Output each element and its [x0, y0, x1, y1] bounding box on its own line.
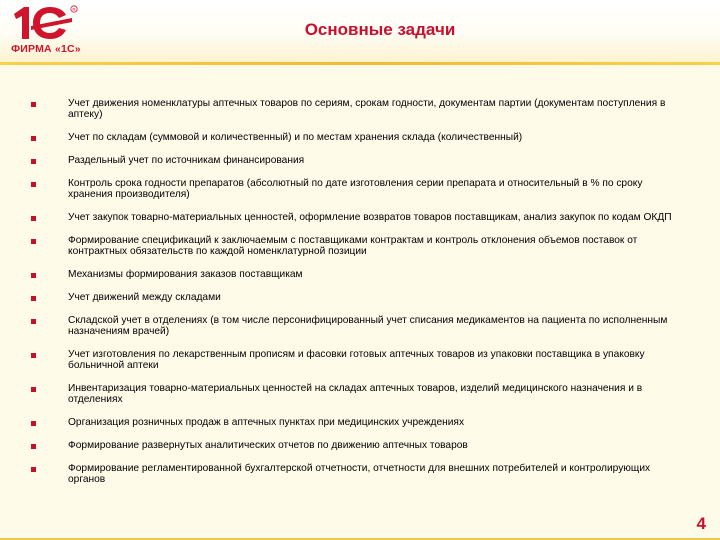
task-text: Контроль срока годности препаратов (абсолютный по дате изготовления серии препарата и относительный в % по сроку хранения производителя): [68, 178, 643, 200]
task-text: Учет изготовления по лекарственным прописям и фасовки готовых аптечных товаров из упаковки поставщика в упаковку больничной аптеки: [68, 349, 645, 371]
bullet-icon: [31, 387, 36, 392]
task-text: Формирование регламентированной бухгалтерской отчетности, отчетности для внешних потребителей и контролирующих органов: [68, 463, 651, 485]
page-number: 4: [696, 514, 706, 533]
logo-caption: ФИРМА «1С»: [11, 43, 81, 55]
bullet-icon: [31, 136, 36, 141]
task-text: Механизмы формирования заказов поставщикам: [68, 269, 303, 280]
task-text: Инвентаризация товарно-материальных ценностей на складах аптечных товаров, изделий медицинского назначения и в отделениях: [68, 383, 643, 405]
list-item: [28, 212, 688, 223]
bullet-icon: [31, 159, 36, 164]
header-rule: [0, 62, 720, 65]
list-item: [28, 235, 688, 257]
task-text: Учет закупок товарно-материальных ценностей, оформление возвратов товаров поставщикам, анализ закупок по кодам ОКДП: [68, 212, 672, 223]
list-item: [28, 349, 688, 371]
bullet-icon: [31, 216, 36, 221]
bullet-icon: [31, 421, 36, 426]
svg-text:R: R: [72, 6, 76, 12]
task-text: Учет движений между складами: [68, 292, 221, 303]
task-text: Формирование развернутых аналитических отчетов по движению аптечных товаров: [68, 440, 468, 451]
list-item: [28, 269, 688, 280]
bullet-icon: [31, 467, 36, 472]
task-text: Учет движения номенклатуры аптечных товаров по сериям, срокам годности, документам партии (документам поступления в аптеку): [68, 98, 666, 120]
bullet-icon: [31, 102, 36, 107]
list-item: [28, 315, 688, 337]
bullet-icon: [31, 273, 36, 278]
task-text: Раздельный учет по источникам финансирования: [68, 155, 305, 166]
list-item: [28, 463, 688, 485]
company-logo: [6, 4, 84, 60]
list-item: [28, 155, 688, 166]
list-item: [28, 178, 688, 200]
bullet-icon: [31, 239, 36, 244]
task-list: [28, 98, 688, 497]
task-text: Формирование спецификаций к заключаемым с поставщиками контрактам и контроль отклонения объемов поставок от контрактных обязательств по каждой номенклатурной позиции: [68, 235, 638, 257]
bullet-icon: [31, 319, 36, 324]
logo-1c-mark: [8, 4, 78, 42]
task-text: Учет по складам (суммовой и количественный) и по местам хранения склада (количественный): [68, 132, 523, 143]
list-item: [28, 132, 688, 143]
list-item: [28, 98, 688, 120]
bullet-icon: [31, 296, 36, 301]
list-item: [28, 292, 688, 303]
list-item: [28, 417, 688, 428]
bullet-icon: [31, 353, 36, 358]
bullet-icon: [31, 444, 36, 449]
list-item: [28, 440, 688, 451]
page-title: Основные задачи: [304, 20, 456, 39]
task-text: Организация розничных продаж в аптечных пунктах при медицинских учреждениях: [68, 417, 465, 428]
task-text: Складской учет в отделениях (в том числе персонифицированный учет списания медикаментов на пациента по исполненным назначениям врачей): [68, 315, 668, 337]
list-item: [28, 383, 688, 405]
bullet-icon: [31, 182, 36, 187]
